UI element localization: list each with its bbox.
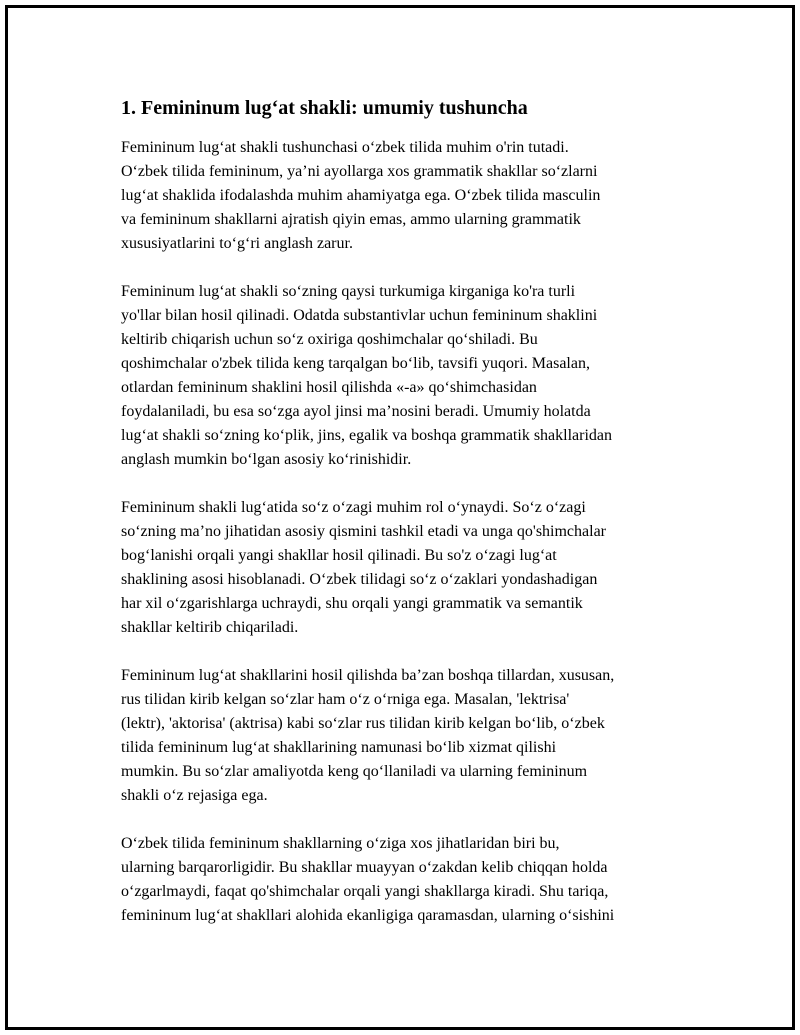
paragraph-line: Femininum lug‘at shakllarini hosil qilishda ba’zan boshqa tillardan, xususan, [121,667,615,684]
paragraph-line: mumkin. Bu so‘zlar amaliyotda keng qo‘llaniladi va ularning femininum [121,763,588,780]
paragraph-line: so‘zning ma’no jihatidan asosiy qismini tashkil etadi va unga qo'shimchalar [121,523,607,540]
paragraph-line: (lektr), 'aktorisa' (aktrisa) kabi so‘zlar rus tilidan kirib kelgan bo‘lib, o‘zbek [121,715,605,732]
page-frame [5,5,795,1030]
paragraph-line: femininum lug‘at shakllari alohida ekanligiga qaramasdan, ularning o‘sishini [121,907,615,924]
paragraph-line: o‘zgarlmaydi, faqat qo'shimchalar orqali yangi shakllarga kiradi. Shu tariqa, [121,883,609,900]
paragraph-line: lug‘at shaklida ifodalashda muhim ahamiyatga ega. O‘zbek tilida masculin [121,187,601,204]
paragraph-line: tilida femininum lug‘at shakllarining namunasi bo‘lib xizmat qilishi [121,739,557,756]
paragraph-line: Femininum shakli lug‘atida so‘z o‘zagi muhim rol o‘ynaydi. So‘z o‘zagi [121,499,586,516]
paragraph-4 [121,664,696,808]
paragraph-line: Femininum lug‘at shakli tushunchasi o‘zbek tilida muhim o'rin tutadi. [121,139,569,156]
document-body [121,96,696,952]
paragraph-line: har xil o‘zgarishlarga uchraydi, shu orqali yangi grammatik va semantik [121,595,583,612]
paragraph-2 [121,280,696,472]
paragraph-line: lug‘at shakli so‘zning ko‘plik, jins, egalik va boshqa grammatik shakllaridan [121,427,613,444]
paragraph-line: xususiyatlarini to‘g‘ri anglash zarur. [121,235,353,252]
paragraph-line: ularning barqarorligidir. Bu shakllar muayyan o‘zakdan kelib chiqqan holda [121,859,608,876]
paragraph-3 [121,496,696,640]
paragraph-line: O‘zbek tilida femininum, ya’ni ayollarga xos grammatik shakllar so‘zlarni [121,163,598,180]
paragraph-line: shaklining asosi hisoblanadi. O‘zbek tilidagi so‘z o‘zaklari yondashadigan [121,571,598,588]
paragraph-line: anglash mumkin bo‘lgan asosiy ko‘rinishidir. [121,451,412,468]
paragraph-line: va femininum shakllarni ajratish qiyin emas, ammo ularning grammatik [121,211,581,228]
paragraph-line: foydalaniladi, bu esa so‘zga ayol jinsi ma’nosini beradi. Umumiy holatda [121,403,591,420]
paragraph-line: shakllar keltirib chiqariladi. [121,619,299,636]
paragraph-1 [121,136,696,256]
paragraph-5 [121,832,696,928]
paragraph-line: yo'llar bilan hosil qilinadi. Odatda substantivlar uchun femininum shaklini [121,307,598,324]
paragraph-line: rus tilidan kirib kelgan so‘zlar ham o‘z o‘rniga ega. Masalan, 'lektrisa' [121,691,570,708]
paragraph-line: Femininum lug‘at shakli so‘zning qaysi turkumiga kirganiga ko'ra turli [121,283,576,300]
paragraph-line: keltirib chiqarish uchun so‘z oxiriga qoshimchalar qo‘shiladi. Bu [121,331,538,348]
paragraph-line: otlardan femininum shaklini hosil qilishda «-a» qo‘shimchasidan [121,379,537,396]
paragraph-line: qoshimchalar o'zbek tilida keng tarqalgan bo‘lib, tavsifi yuqori. Masalan, [121,355,590,372]
paragraph-line: shakli o‘z rejasiga ega. [121,787,268,804]
paragraph-line: bog‘lanishi orqali yangi shakllar hosil qilinadi. Bu so'z o‘zagi lug‘at [121,547,557,564]
section-heading: 1. Femininum lug‘at shakli: umumiy tushuncha [121,97,528,119]
paragraph-line: O‘zbek tilida femininum shakllarning o‘ziga xos jihatlaridan biri bu, [121,835,560,852]
